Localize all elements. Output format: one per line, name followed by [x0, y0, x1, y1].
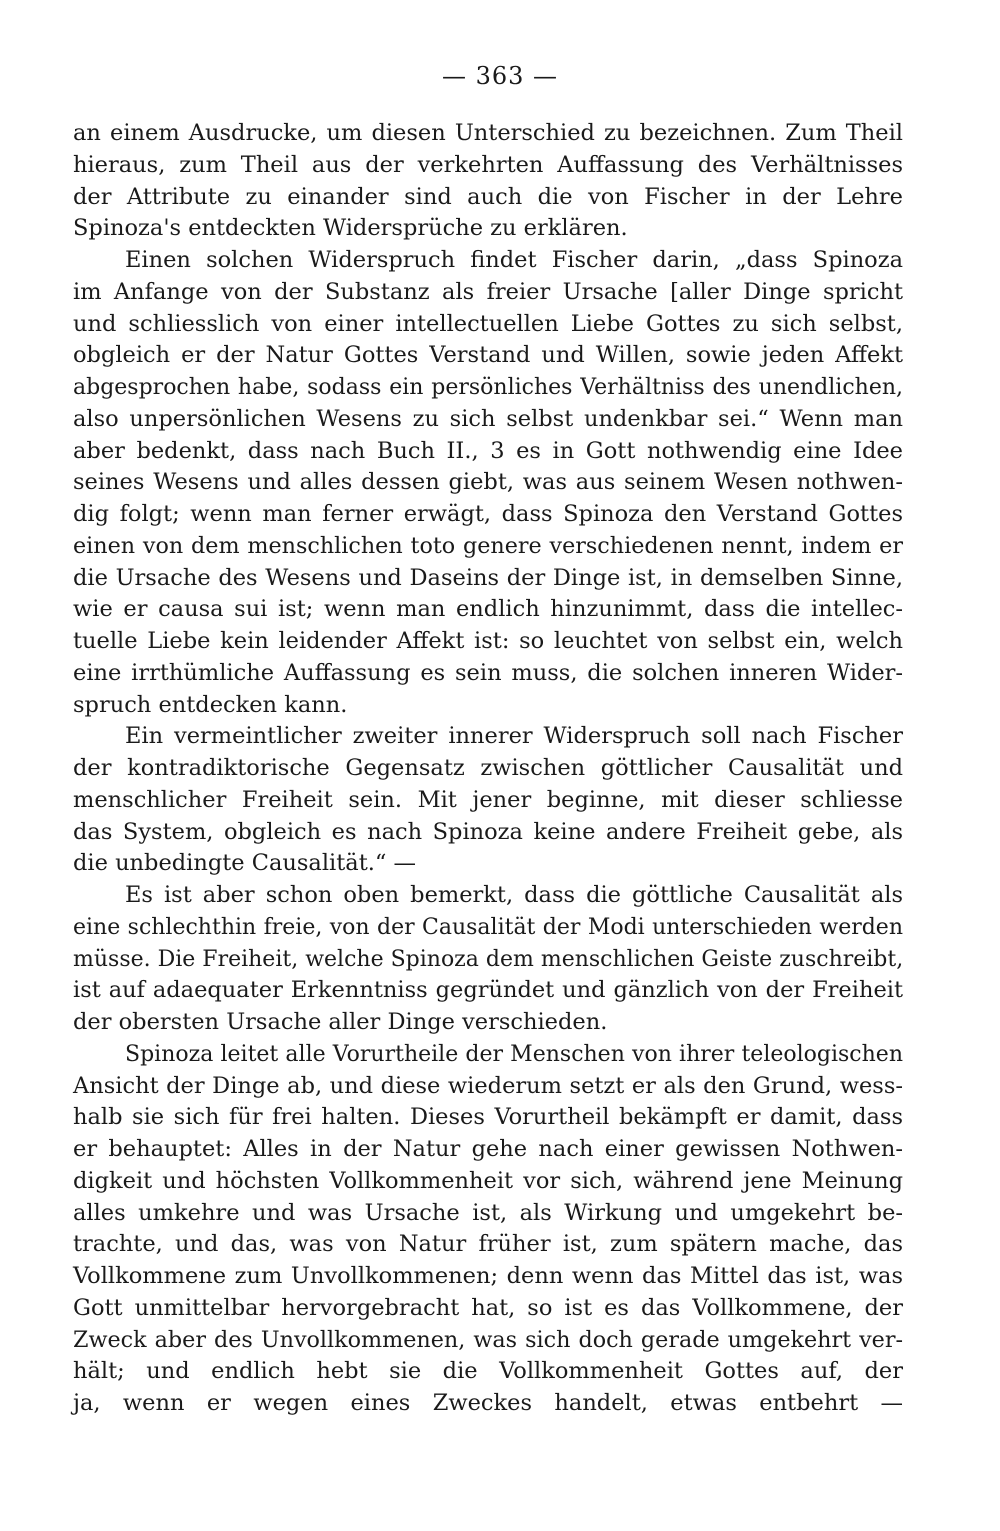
text-line: aber bedenkt, dass nach Buch II., 3 es in Gott nothwendig eine Idee: [73, 437, 903, 464]
text-line: eine irrthümliche Auffassung es sein muss, die solchen inneren Wider-: [73, 659, 903, 686]
text-line: die Ursache des Wesens und Daseins der Dinge ist, in demselben Sinne,: [73, 564, 903, 591]
text-line: halb sie sich für frei halten. Dieses Vorurtheil bekämpft er damit, dass: [73, 1104, 903, 1131]
body-text: [73, 118, 903, 1420]
text-line: Zweck aber des Unvollkommenen, was sich doch gerade umgekehrt ver-: [73, 1326, 903, 1353]
text-line: der obersten Ursache aller Dinge verschieden.: [73, 1009, 608, 1035]
text-line: wie er causa sui ist; wenn man endlich hinzunimmt, dass die intellec-: [73, 596, 903, 623]
text-line: alles umkehre und was Ursache ist, als Wirkung und umgekehrt be-: [73, 1199, 903, 1226]
text-line: Ein vermeintlicher zweiter innerer Widerspruch soll nach Fischer: [125, 723, 903, 750]
text-line: müsse. Die Freiheit, welche Spinoza dem menschlichen Geiste zuschreibt,: [73, 946, 904, 972]
text-line: einen von dem menschlichen toto genere verschiedenen nennt, indem er: [73, 532, 903, 559]
text-line: digkeit und höchsten Vollkommenheit vor sich, während jene Meinung: [73, 1167, 903, 1194]
text-line: im Anfange von der Substanz als freier Ursache [aller Dinge spricht: [73, 278, 903, 305]
page-number: — 363 —: [441, 62, 559, 90]
text-line: Einen solchen Widerspruch findet Fischer darin, „dass Spinoza: [125, 247, 903, 273]
text-line: der kontradiktorische Gegensatz zwischen göttlicher Causalität und: [73, 755, 903, 781]
text-line: Spinoza leitet alle Vorurtheile der Menschen von ihrer teleologischen: [125, 1041, 903, 1067]
text-line: tuelle Liebe kein leidender Affekt ist: so leuchtet von selbst ein, welch: [73, 628, 903, 654]
text-line: das System, obgleich es nach Spinoza keine andere Freiheit gebe, als: [73, 818, 903, 845]
text-line: abgesprochen habe, sodass ein persönliches Verhältniss des unendlichen,: [73, 375, 903, 400]
text-line: also unpersönlichen Wesens zu sich selbst undenkbar sei.“ Wenn man: [73, 405, 903, 432]
text-line: Vollkommene zum Unvollkommenen; denn wenn das Mittel das ist, was: [73, 1263, 903, 1289]
text-line: er behauptet: Alles in der Natur gehe nach einer gewissen Nothwen-: [73, 1136, 903, 1162]
text-line: menschlicher Freiheit sein. Mit jener beginne, mit dieser schliesse: [73, 786, 903, 813]
text-line: trachte, und das, was von Natur früher ist, zum spätern mache, das: [73, 1231, 903, 1258]
text-line: Es ist aber schon oben bemerkt, dass die göttliche Causalität als: [125, 882, 903, 908]
text-line: ist auf adaequater Erkenntniss gegründet und gänzlich von der Freiheit: [73, 977, 903, 1004]
text-line: hieraus, zum Theil aus der verkehrten Auffassung des Verhältnisses: [73, 151, 903, 178]
text-line: an einem Ausdrucke, um diesen Unterschied zu bezeichnen. Zum Theil: [73, 120, 903, 146]
text-line: obgleich er der Natur Gottes Verstand und Willen, sowie jeden Affekt: [73, 342, 903, 369]
text-line: der Attribute zu einander sind auch die von Fischer in der Lehre: [73, 183, 903, 210]
text-line: eine schlechthin freie, von der Causalität der Modi unterschieden werden: [73, 914, 903, 940]
text-line: Gott unmittelbar hervorgebracht hat, so ist es das Vollkommene, der: [73, 1294, 903, 1321]
text-line: dig folgt; wenn man ferner erwägt, dass Spinoza den Verstand Gottes: [73, 501, 903, 527]
text-line: Ansicht der Dinge ab, und diese wiederum setzt er als den Grund, wess-: [73, 1072, 903, 1099]
text-line: und schliesslich von einer intellectuellen Liebe Gottes zu sich selbst,: [73, 310, 903, 337]
text-line: die unbedingte Causalität.“ —: [73, 850, 417, 877]
text-line: ja, wenn er wegen eines Zweckes handelt, etwas entbehrt —: [73, 1390, 903, 1416]
text-line: Spinoza's entdeckten Widersprüche zu erklären.: [73, 215, 628, 242]
text-line: hält; und endlich hebt sie die Vollkommenheit Gottes auf, der: [73, 1358, 903, 1385]
text-line: seines Wesens und alles dessen giebt, was aus seinem Wesen nothwen-: [73, 469, 903, 496]
text-line: spruch entdecken kann.: [73, 691, 348, 718]
